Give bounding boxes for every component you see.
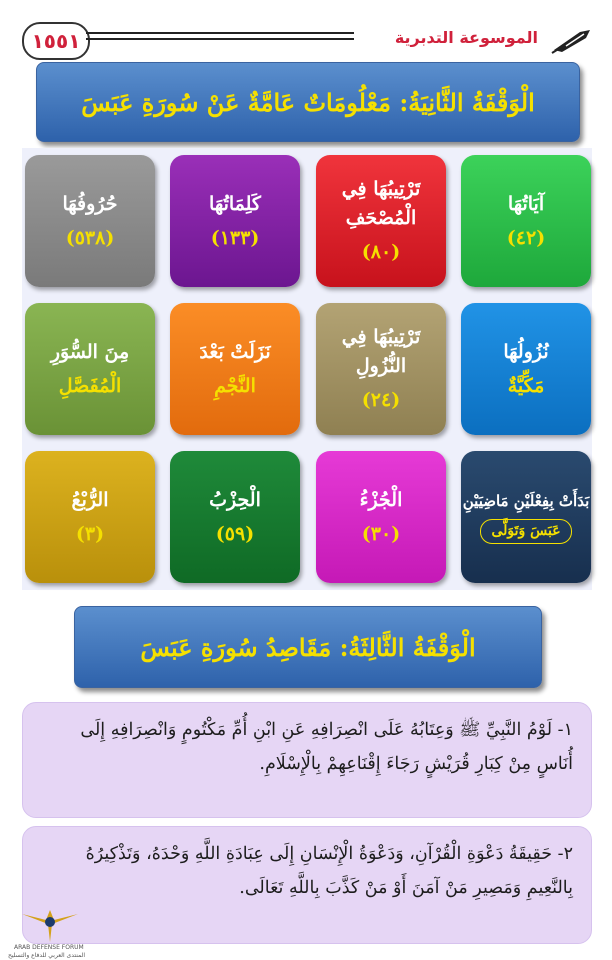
header-rule — [86, 32, 354, 40]
tile-label: آيَاتُهَا — [507, 192, 545, 215]
tile-rub — [25, 451, 155, 583]
tile-hizb — [170, 451, 300, 583]
tile-value: (٣٠) — [361, 523, 401, 545]
tile-label: كَلِمَاتُهَا — [209, 192, 261, 215]
tile-value: (٥٩) — [215, 523, 255, 545]
tile-value: الْمُفَصَّلِ — [58, 375, 122, 397]
tile-value: (٨٠) — [361, 241, 401, 264]
tile-label: حُرُوفُهَا — [62, 192, 118, 215]
tile-mushaf-order — [316, 155, 446, 287]
tile-juz — [316, 451, 446, 583]
tile-value: عَبَسَ وَتَوَلَّى — [480, 519, 571, 544]
tile-label: تَرْتِيبُهَا فِي الْمُصْحَفِ — [341, 178, 421, 229]
encyclopedia-title: الموسوعة التدبرية — [394, 28, 538, 47]
tile-verses — [461, 155, 591, 287]
forum-watermark — [6, 906, 96, 958]
tile-revelation-type — [461, 303, 591, 435]
tile-label: نُزُولُهَا — [503, 340, 549, 363]
tile-surah-group — [25, 303, 155, 435]
tile-value: (١٣٣) — [210, 227, 260, 249]
tile-label: الْحِزْبُ — [209, 488, 261, 511]
tile-value: مَكِّيَّةٌ — [507, 375, 545, 397]
tile-opening-verbs — [461, 451, 591, 583]
objective-card-2: ٢- حَقِيقَةُ دَعْوَةِ الْقُرْآنِ، وَدَعْوَةُ الْإِنْسَانِ إِلَى عِبَادَةِ اللَّهِ وَحْدَهُ، وَتَذْكِيرُهُ بِالنَّعِيمِ وَمَصِيرِ مَنْ آمَنَ أَوْ مَنْ كَذَّبَ بِاللَّهِ تَعَالَى. — [22, 826, 592, 944]
tile-value: (٢٤) — [361, 389, 401, 412]
forum-name: ARAB DEFENSE FORUM — [14, 944, 84, 951]
tile-label: مِنَ السُّوَرِ — [50, 340, 130, 363]
objective-card-1: ١- لَوْمُ النَّبِيِّ ﷺ وَعِتَابُهُ عَلَى انْصِرَافِهِ عَنِ ابْنِ أُمِّ مَكْتُومٍ وَانْصِرَافِهِ إِلَى أُنَاسٍ مِنْ كِبَارِ قُرَيْشٍ رَجَاءَ إِقْنَاعِهِمْ بِالْإِسْلَامِ. — [22, 702, 592, 818]
page-number: ١٥٥١ — [22, 22, 90, 60]
tile-value: (٤٢) — [506, 227, 546, 249]
tile-label: الْجُزْءُ — [359, 488, 403, 511]
tile-value: (٣) — [75, 523, 105, 545]
tile-label: بَدَأَتْ بِفِعْلَيْنِ مَاضِيَيْنِ — [462, 492, 590, 511]
tile-value: (٥٣٨) — [65, 227, 115, 249]
forum-eagle-logo — [20, 906, 80, 944]
section3-banner: الْوَقْفَةُ الثَّالِثَةُ: مَقَاصِدُ سُورَةِ عَبَسَ — [74, 606, 542, 688]
tile-label: نَزَلَتْ بَعْدَ — [199, 340, 271, 363]
page-header — [0, 0, 612, 60]
tile-label: تَرْتِيبُهَا فِي النُّزُولِ — [341, 326, 421, 377]
tile-label: الرُّبْعُ — [71, 488, 109, 511]
tile-letters — [25, 155, 155, 287]
section2-banner: الْوَقْفَةُ الثَّانِيَةُ: مَعْلُومَاتٌ عَامَّةٌ عَنْ سُورَةِ عَبَسَ — [36, 62, 580, 142]
tile-revealed-after — [170, 303, 300, 435]
tile-revelation-order — [316, 303, 446, 435]
quill-pen-icon — [550, 26, 596, 54]
tile-value: النَّجْمِ — [214, 375, 256, 397]
tile-words — [170, 155, 300, 287]
forum-caption: المنتدى العربي للدفاع والتسليح — [8, 952, 85, 959]
